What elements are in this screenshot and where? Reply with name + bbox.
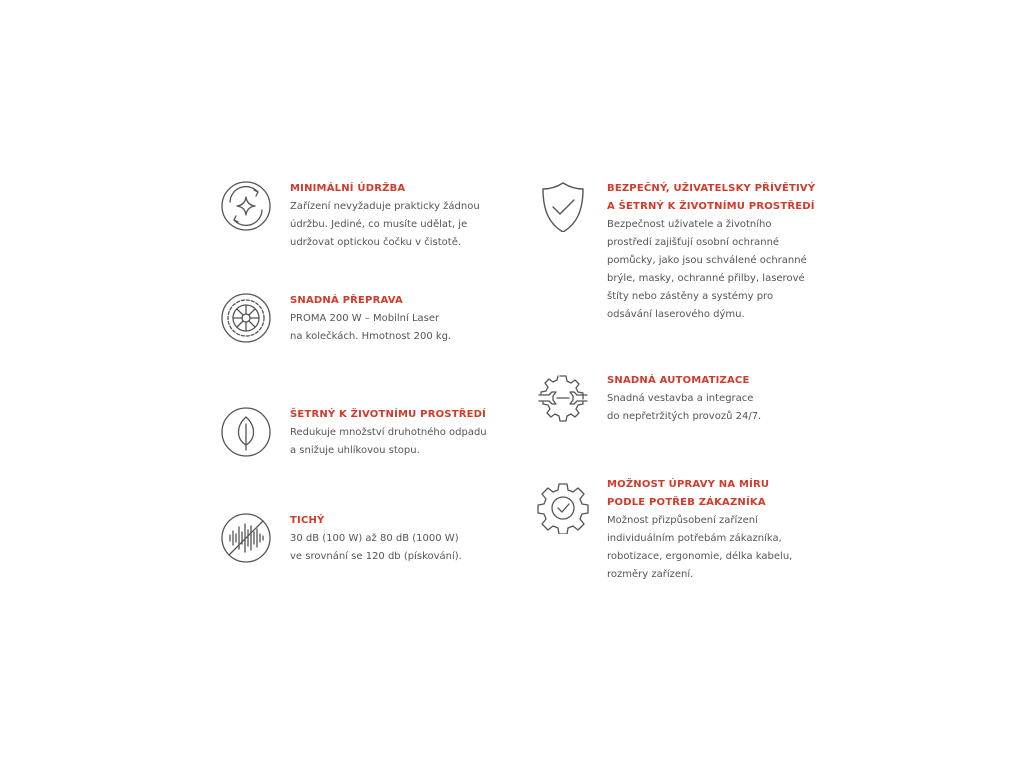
feature-description: 30 dB (100 W) až 80 dB (1000 W) ve srovnání se 120 db (pískování). xyxy=(290,533,462,562)
feature-description: PROMA 200 W – Mobilní Laser na kolečkách. Hmotnost 200 kg. xyxy=(290,313,452,342)
feature-description: Zařízení nevyžaduje prakticky žádnou údržbu. Jediné, co musíte udělat, je udržovat optickou čočku v čistotě. xyxy=(290,201,480,248)
feature-title: SNADNÁ AUTOMATIZACE xyxy=(607,375,750,386)
feature-title: TICHÝ xyxy=(290,515,325,526)
wheel-icon xyxy=(220,292,272,344)
feature-description: Bezpečnost uživatele a životního prostředí zajišťují osobní ochranné pomůcky, jako jsou schválené ochranné brýle, masky, ochranné přilby, laserové štíty nebo zástěny a systémy pro odsávání laserového dýmu. xyxy=(607,219,807,320)
leaf-icon xyxy=(220,406,272,458)
feature-description: Možnost přizpůsobení zařízení individuálním potřebám zákazníka, robotizace, ergonomie, délka kabelu, rozměry zařízení. xyxy=(607,515,793,580)
shield-check-icon xyxy=(537,180,589,232)
feature-title: ŠETRNÝ K ŽIVOTNÍMU PROSTŘEDÍ xyxy=(290,409,487,420)
sparkle-circle-icon xyxy=(220,180,272,232)
feature-title: MOŽNOST ÚPRAVY NA MÍRU PODLE POTŘEB ZÁKAZNÍKA xyxy=(607,479,770,508)
gear-check-icon xyxy=(537,482,589,534)
feature-title: BEZPEČNÝ, UŽIVATELSKY PŘÍVĚTIVÝ A ŠETRNÝ K ŽIVOTNÍMU PROSTŘEDÍ xyxy=(607,183,816,212)
muted-sound-wave-icon xyxy=(220,512,272,564)
feature-description: Snadná vestavba a integrace do nepřetržitých provozů 24/7. xyxy=(607,393,762,422)
feature-title: SNADNÁ PŘEPRAVA xyxy=(290,295,403,306)
feature-title: MINIMÁLNÍ ÚDRŽBA xyxy=(290,183,406,194)
gear-wrench-icon xyxy=(537,372,589,424)
feature-description: Redukuje množství druhotného odpadu a snižuje uhlíkovou stopu. xyxy=(290,427,487,456)
